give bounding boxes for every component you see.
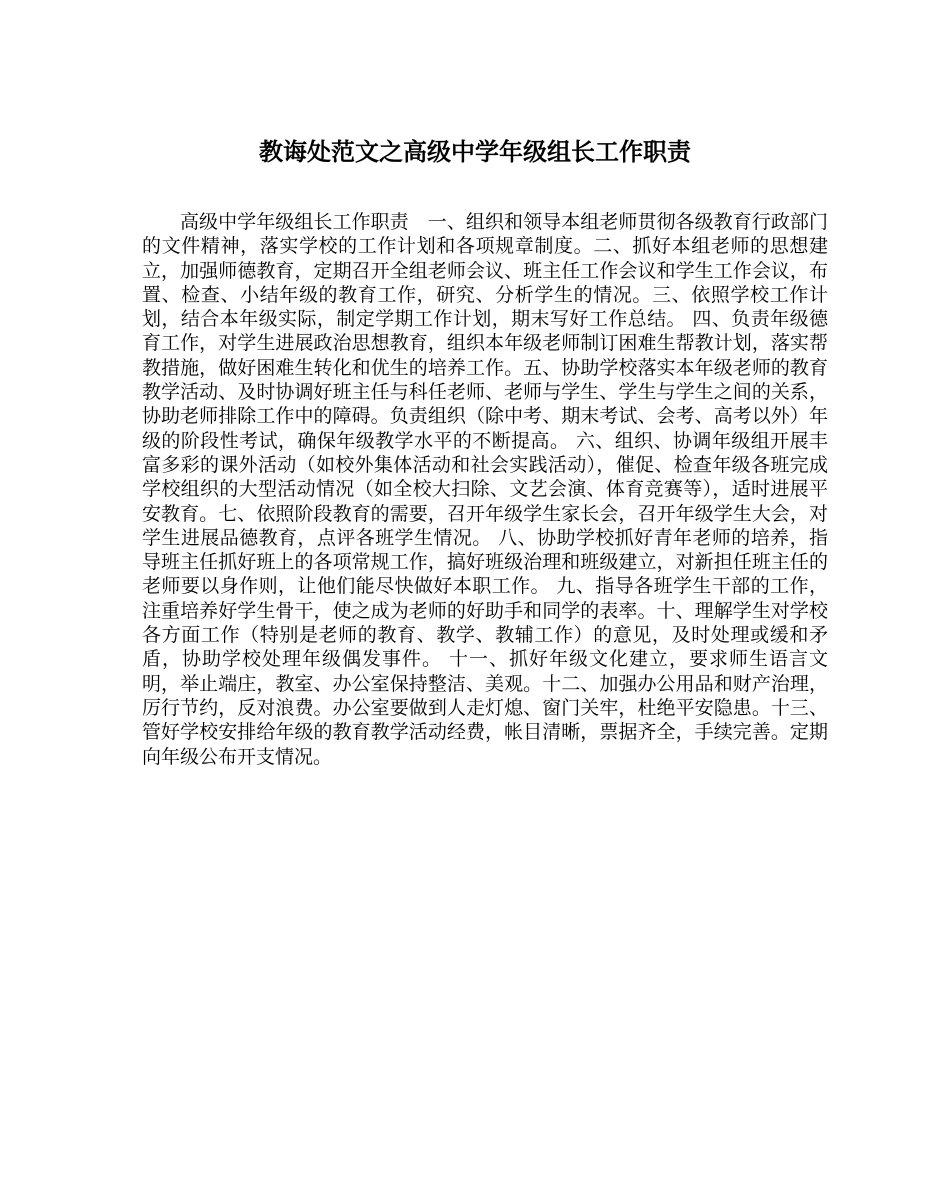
document-body: 高级中学年级组长工作职责 一、组织和领导本组老师贯彻各级教育行政部门的文件精神，落实学校的工作计划和各项规章制度。二、抓好本组老师的思想建立，加强师德教育，定期召开全组老师会议、班主任工作会议和学生工作会议，布置、检查、小结年级的教育工作，研究、分析学生的情况。三、依照学校工作计划，结合本年级实际，制定学期工作计划，期末写好工作总结。 四、负责年级德育工作，对学生进展政治思想教育，组织本年级老师制订困难生帮教计划，落实帮教措施，做好困难生转化和优生的培养工作。五、协助学校落实本年级老师的教育教学活动、及时协调好班主任与科任老师、老师与学生、学生与学生之间的关系，协助老师排除工作中的障碍。负责组织（除中考、期末考试、会考、高考以外）年级的阶段性考试，确保年级教学水平的不断提高。 六、组织、协调年级组开展丰富多彩的课外活动（如校外集体活动和社会实践活动），催促、检查年级各班完成学校组织的大型活动情况（如全校大扫除、文艺会演、体育竞赛等），适时进展平安教育。七、依照阶段教育的需要，召开年级学生家长会，召开年级学生大会，对学生进展品德教育，点评各班学生情况。 八、协助学校抓好青年老师的培养，指导班主任抓好班上的各项常规工作，搞好班级治理和班级建立，对新担任班主任的老师要以身作则，让他们能尽快做好本职工作。 九、指导各班学生干部的工作，注重培养好学生骨干，使之成为老师的好助手和同学的表率。十、理解学生对学校各方面工作（特别是老师的教育、教学、教辅工作）的意见，及时处理或缓和矛盾，协助学校处理年级偶发事件。 十一、抓好年级文化建立，要求师生语言文明，举止端庄，教室、办公室保持整洁、美观。十二、加强办公用品和财产治理，厉行节约，反对浪费。办公室要做到人走灯熄、窗门关牢，杜绝平安隐患。十三、管好学校安排给年级的教育教学活动经费，帐目清晰，票据齐全，手续完善。定期向年级公布开支情况。 (142, 211, 828, 768)
document-title: 教诲处范文之高级中学年级组长工作职责 (259, 137, 691, 166)
